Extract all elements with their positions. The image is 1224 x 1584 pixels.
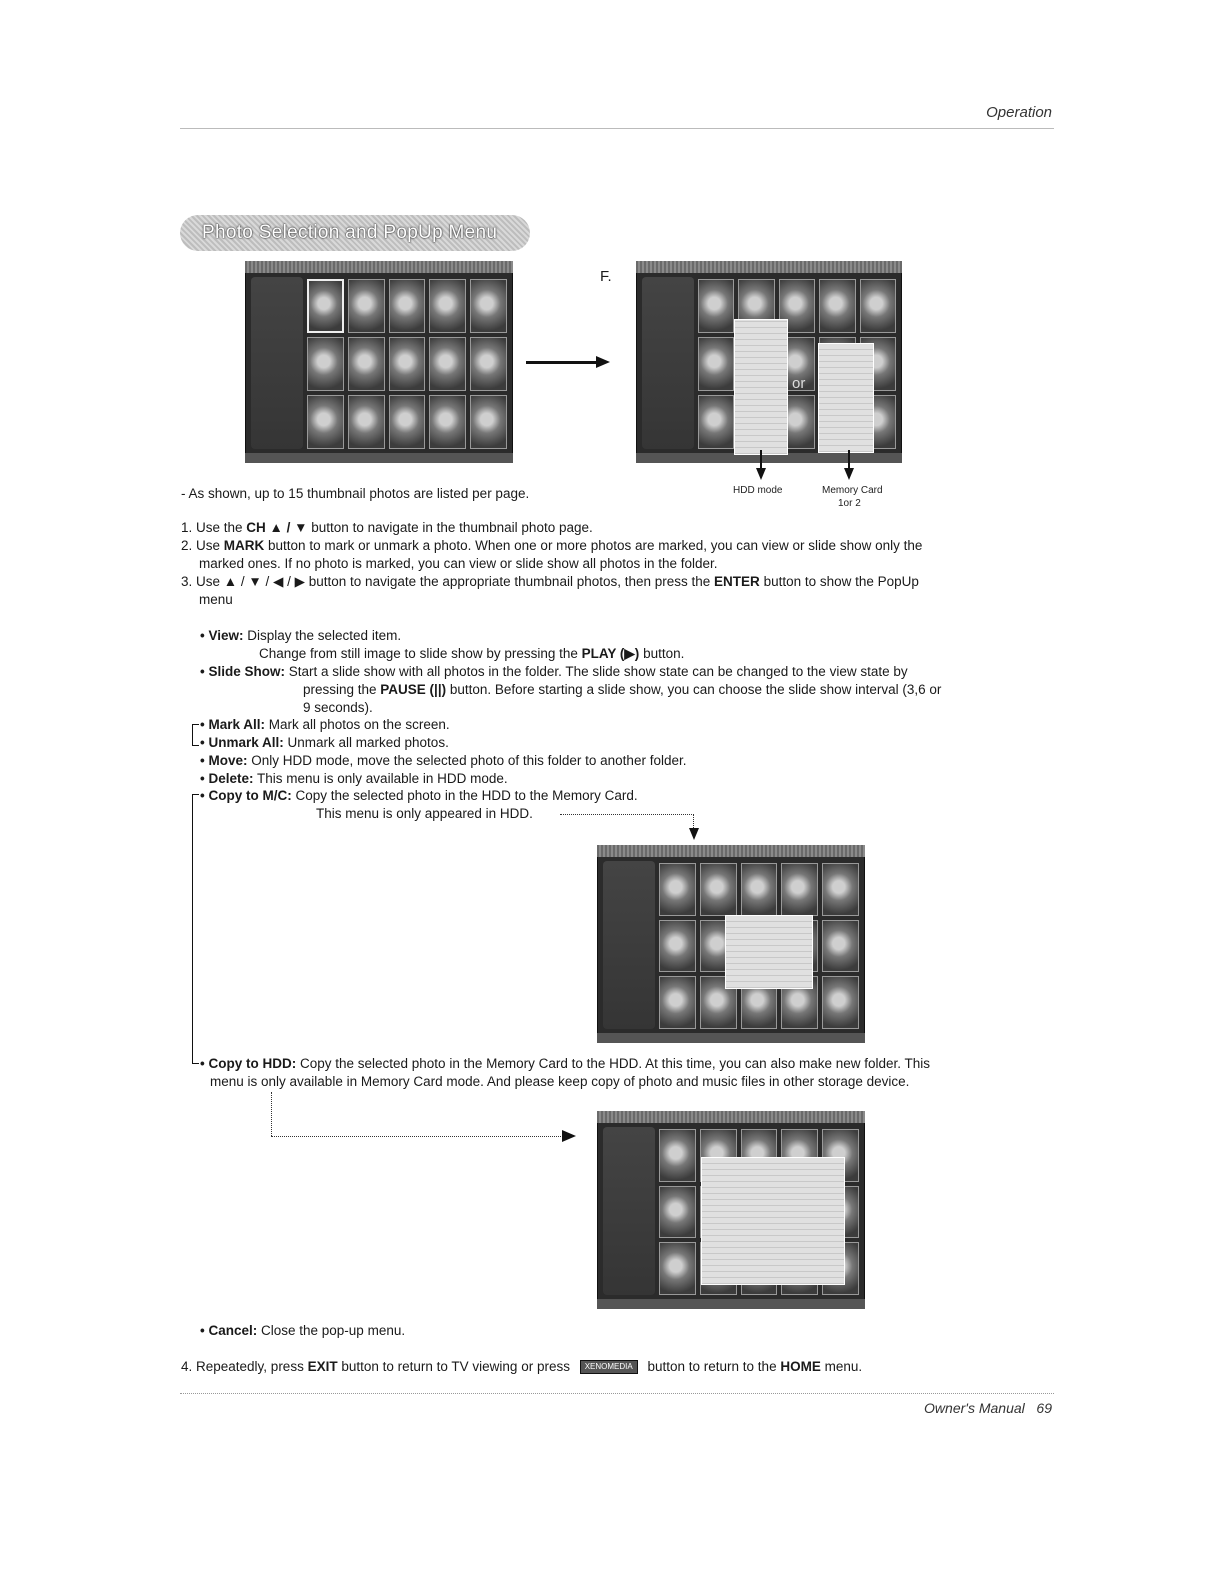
xenomedia-button-icon: XENOMEDIA — [580, 1360, 638, 1374]
item-mark-all: • Mark All: Mark all photos on the screen. — [200, 717, 450, 732]
figure-label: F. — [600, 268, 612, 285]
dotted-connector-2v — [271, 1092, 272, 1136]
step-1: 1. Use the CH ▲ / ▼ button to navigate in the thumbnail photo page. — [181, 520, 593, 535]
step-3: 3. Use ▲ / ▼ / ◀ / ▶ button to navigate the appropriate thumbnail photos, then press the ENTER button to show the PopUp — [181, 574, 919, 589]
screenshot-thumbnail-grid — [245, 261, 513, 463]
dotted-connector-1v — [693, 814, 694, 828]
section-header: Operation — [986, 104, 1052, 121]
memory-card-label-2: 1or 2 — [838, 498, 861, 509]
item-copy-to-hdd: • Copy to HDD: Copy the selected photo in the Memory Card to the HDD. At this time, you can also make new folder. This — [200, 1056, 931, 1071]
item-view-line-2: Change from still image to slide show by pressing the PLAY (▶) button. — [259, 646, 685, 661]
header-rule — [180, 128, 1054, 129]
arrow-right-icon — [526, 361, 598, 364]
copy-hdd-dialog — [701, 1157, 845, 1285]
hdd-arrow-icon — [756, 468, 766, 480]
item-copy-to-mc: • Copy to M/C: Copy the selected photo in the HDD to the Memory Card. — [200, 788, 638, 803]
step-2-line-2: marked ones. If no photo is marked, you can view or slide show all photos in the folder. — [199, 556, 718, 571]
step-2: 2. Use MARK button to mark or unmark a photo. When one or more photos are marked, you can view or slide show only the — [181, 538, 923, 553]
manual-title: Owner's Manual — [924, 1400, 1025, 1416]
item-slide-show: • Slide Show: Start a slide show with all photos in the folder. The slide show state can be changed to the view state by — [200, 664, 908, 679]
page-number: 69 — [1036, 1400, 1052, 1416]
item-copy-to-mc-line-2: This menu is only appeared in HDD. — [316, 806, 533, 821]
item-slide-show-line-3: 9 seconds). — [303, 700, 373, 715]
mc-arrow-line — [848, 450, 850, 470]
memory-card-popup-menu — [818, 343, 874, 453]
memory-card-label: Memory Card — [822, 485, 883, 496]
step-4: 4. Repeatedly, press EXIT button to return to TV viewing or press XENOMEDIA button to return to the HOME menu. — [181, 1359, 863, 1374]
copy-bracket — [192, 794, 199, 1064]
or-label: or — [792, 375, 806, 392]
dotted-connector-1 — [560, 814, 694, 815]
hdd-mode-label: HDD mode — [733, 485, 783, 496]
footer — [924, 1400, 1052, 1416]
item-move: • Move: Only HDD mode, move the selected photo of this folder to another folder. — [200, 753, 687, 768]
item-slide-show-line-2: pressing the PAUSE (||) button. Before starting a slide show, you can choose the slide show interval (3,6 or — [303, 682, 942, 697]
hdd-arrow-line — [760, 450, 762, 470]
copy-mc-popup — [725, 915, 813, 989]
footer-rule — [180, 1393, 1054, 1394]
item-delete: • Delete: This menu is only available in HDD mode. — [200, 771, 508, 786]
arrow-down-icon — [689, 828, 699, 840]
arrowhead-icon — [596, 356, 610, 368]
step-3-line-2: menu — [199, 592, 233, 607]
screenshot-popup-menu — [636, 261, 902, 463]
mc-arrow-icon — [844, 468, 854, 480]
dotted-connector-2 — [271, 1136, 563, 1137]
screenshot-copy-to-mc — [597, 845, 865, 1043]
section-title-pill: Photo Selection and PopUp Menu — [180, 215, 530, 251]
screenshot-copy-to-hdd — [597, 1111, 865, 1309]
mark-bracket — [192, 724, 199, 746]
hdd-popup-menu — [734, 319, 788, 455]
item-copy-to-hdd-line-2: menu is only available in Memory Card mode. And please keep copy of photo and music files in other storage device. — [210, 1074, 910, 1089]
item-view: • View: Display the selected item. — [200, 628, 402, 643]
item-cancel: • Cancel: Close the pop-up menu. — [200, 1323, 406, 1338]
thumbnail-note: - As shown, up to 15 thumbnail photos are listed per page. — [181, 486, 530, 501]
item-unmark-all: • Unmark All: Unmark all marked photos. — [200, 735, 449, 750]
arrow-right-icon-2 — [562, 1130, 576, 1142]
